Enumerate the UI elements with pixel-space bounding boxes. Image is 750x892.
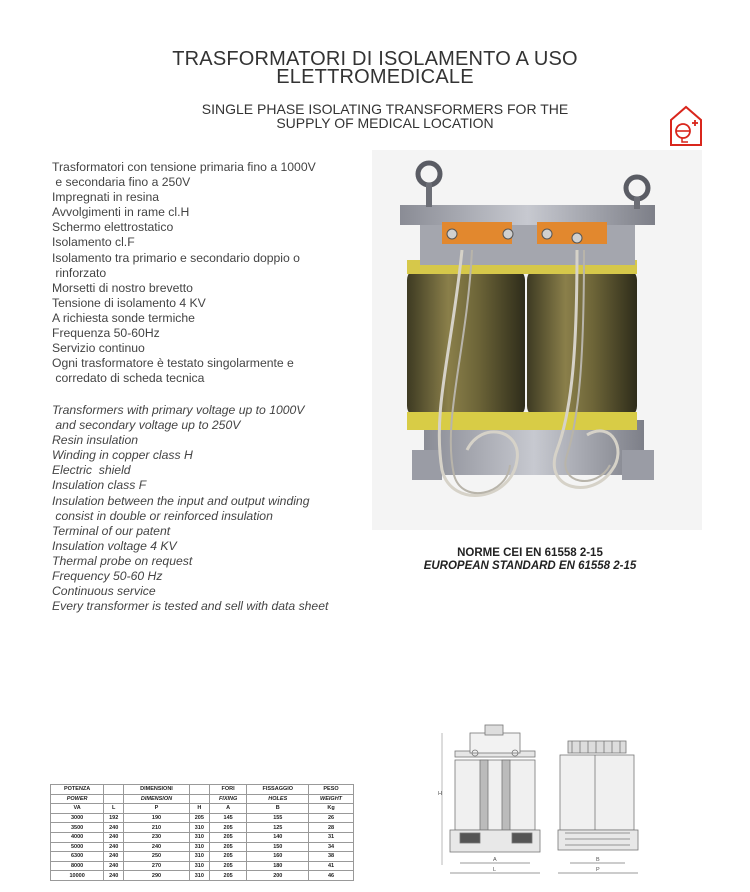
feature-line-it: Isolamento tra primario e secondario doppio o: [52, 250, 300, 265]
table-cell: 41: [309, 861, 354, 871]
table-cell: 38: [309, 852, 354, 862]
table-cell: 205: [209, 852, 247, 862]
table-header-row: [51, 804, 354, 814]
table-cell: 310: [189, 861, 209, 871]
table-cell: 190: [124, 813, 190, 823]
table-cell: 230: [124, 832, 190, 842]
table-cell: 125: [247, 823, 309, 833]
table-cell: 205: [189, 813, 209, 823]
table-cell: [189, 785, 209, 795]
feature-line-en: Insulation between the input and output winding: [52, 493, 310, 508]
page-title: [110, 50, 640, 86]
table-cell: 6300: [51, 852, 104, 862]
table-cell: A: [209, 804, 247, 814]
table-cell: 180: [247, 861, 309, 871]
table-cell: 240: [104, 832, 124, 842]
table-cell: FIXING: [209, 794, 247, 804]
table-cell: [104, 785, 124, 795]
table-cell: [189, 794, 209, 804]
table-cell: 140: [247, 832, 309, 842]
table-cell: 270: [124, 861, 190, 871]
standard-english: EUROPEAN STANDARD EN 61558 2-15: [423, 560, 637, 572]
feature-line-en: consist in double or reinforced insulation: [52, 508, 273, 523]
dim-label-p: P: [596, 867, 600, 873]
table-cell: 10000: [51, 871, 104, 881]
features-italian: [52, 160, 372, 386]
table-cell: B: [247, 804, 309, 814]
title-line-1: TRASFORMATORI DI ISOLAMENTO A USO: [172, 48, 578, 70]
table-header-row: [51, 785, 354, 795]
table-cell: 26: [309, 813, 354, 823]
feature-line-it: corredato di scheda tecnica: [52, 371, 205, 386]
feature-line-en: Insulation class F: [52, 478, 147, 493]
table-cell: 150: [247, 842, 309, 852]
feature-line-en: Terminal of our patent: [52, 523, 171, 538]
standard-italian: NORME CEI EN 61558 2-15: [457, 547, 603, 559]
table-cell: 250: [124, 852, 190, 862]
feature-line-en: Continuous service: [52, 584, 156, 599]
table-cell: POWER: [51, 794, 104, 804]
table-cell: WEIGHT: [309, 794, 354, 804]
table-cell: 310: [189, 852, 209, 862]
table-row: [51, 852, 354, 862]
feature-line-it: e secondaria fino a 250V: [52, 175, 191, 190]
subtitle-line-1: SINGLE PHASE ISOLATING TRANSFORMERS FOR THE: [201, 101, 569, 117]
dim-label-b: B: [596, 857, 600, 863]
table-cell: 310: [189, 842, 209, 852]
table-cell: DIMENSIONI: [124, 785, 190, 795]
transformer-photo: [372, 150, 702, 530]
table-cell: 310: [189, 871, 209, 881]
table-cell: POTENZA: [51, 785, 104, 795]
feature-line-it: Isolamento cl.F: [52, 235, 135, 250]
title-line-2: ELETTROMEDICALE: [276, 66, 474, 88]
table-cell: FISSAGGIO: [247, 785, 309, 795]
feature-line-it: Servizio continuo: [52, 341, 145, 356]
table-cell: 310: [189, 832, 209, 842]
table-cell: 210: [124, 823, 190, 833]
table-cell: 205: [209, 861, 247, 871]
table-cell: 4000: [51, 832, 104, 842]
table-cell: 205: [209, 871, 247, 881]
table-cell: 5000: [51, 842, 104, 852]
feature-line-it: A richiesta sonde termiche: [52, 310, 195, 325]
table-cell: 240: [104, 871, 124, 881]
medical-transformer-logo-icon: [668, 104, 704, 148]
dim-label-a: A: [493, 857, 497, 863]
table-cell: Kg: [309, 804, 354, 814]
table-cell: 205: [209, 832, 247, 842]
dimension-drawing: [430, 715, 640, 890]
table-cell: 240: [104, 823, 124, 833]
table-cell: 240: [104, 842, 124, 852]
feature-line-en: Electric shield: [52, 463, 131, 478]
table-row: [51, 832, 354, 842]
table-cell: 145: [209, 813, 247, 823]
feature-line-it: Avvolgimenti in rame cl.H: [52, 205, 190, 220]
specifications-table: [50, 784, 354, 881]
feature-line-it: Ogni trasformatore è testato singolarmente e: [52, 356, 294, 371]
table-row: [51, 861, 354, 871]
table-cell: 205: [209, 823, 247, 833]
table-cell: 8000: [51, 861, 104, 871]
dim-label-l: L: [493, 867, 497, 873]
feature-line-it: Frequenza 50-60Hz: [52, 326, 160, 341]
feature-line-en: Frequency 50-60 Hz: [52, 569, 163, 584]
table-cell: 240: [124, 842, 190, 852]
table-row: [51, 871, 354, 881]
table-cell: VA: [51, 804, 104, 814]
subtitle-line-2: SUPPLY OF MEDICAL LOCATION: [276, 115, 494, 131]
feature-line-it: Trasformatori con tensione primaria fino a 1000V: [52, 160, 316, 174]
table-cell: 200: [247, 871, 309, 881]
table-header-row: [51, 794, 354, 804]
features-english: [52, 403, 382, 614]
table-row: [51, 813, 354, 823]
feature-line-it: Impregnati in resina: [52, 190, 160, 205]
table-cell: 155: [247, 813, 309, 823]
feature-line-en: Thermal probe on request: [52, 553, 193, 568]
feature-line-it: rinforzato: [52, 265, 107, 280]
feature-line-en: and secondary voltage up to 250V: [52, 418, 241, 433]
table-row: [51, 842, 354, 852]
table-cell: 46: [309, 871, 354, 881]
feature-line-en: Winding in copper class H: [52, 448, 193, 463]
table-row: [51, 823, 354, 833]
table-cell: 310: [189, 823, 209, 833]
table-cell: 240: [104, 852, 124, 862]
table-cell: L: [104, 804, 124, 814]
dim-label-h: H: [438, 791, 442, 797]
table-cell: H: [189, 804, 209, 814]
feature-line-it: Morsetti di nostro brevetto: [52, 280, 193, 295]
table-cell: 31: [309, 832, 354, 842]
feature-line-en: Transformers with primary voltage up to 1000V: [52, 403, 305, 417]
table-cell: [104, 794, 124, 804]
standards-note: [400, 547, 660, 573]
table-cell: 205: [209, 842, 247, 852]
table-cell: PESO: [309, 785, 354, 795]
table-cell: 3000: [51, 813, 104, 823]
feature-line-it: Tensione di isolamento 4 KV: [52, 295, 206, 310]
table-cell: 192: [104, 813, 124, 823]
table-cell: HOLES: [247, 794, 309, 804]
feature-line-en: Every transformer is tested and sell with data sheet: [52, 599, 329, 614]
table-cell: 290: [124, 871, 190, 881]
table-cell: 3500: [51, 823, 104, 833]
feature-line-en: Insulation voltage 4 KV: [52, 538, 177, 553]
feature-line-it: Schermo elettrostatico: [52, 220, 174, 235]
table-cell: 240: [104, 861, 124, 871]
feature-line-en: Resin insulation: [52, 433, 139, 448]
table-cell: 28: [309, 823, 354, 833]
table-cell: P: [124, 804, 190, 814]
page-subtitle: [150, 102, 620, 130]
table-cell: DIMENSION: [124, 794, 190, 804]
table-cell: FORI: [209, 785, 247, 795]
table-cell: 160: [247, 852, 309, 862]
table-cell: 34: [309, 842, 354, 852]
